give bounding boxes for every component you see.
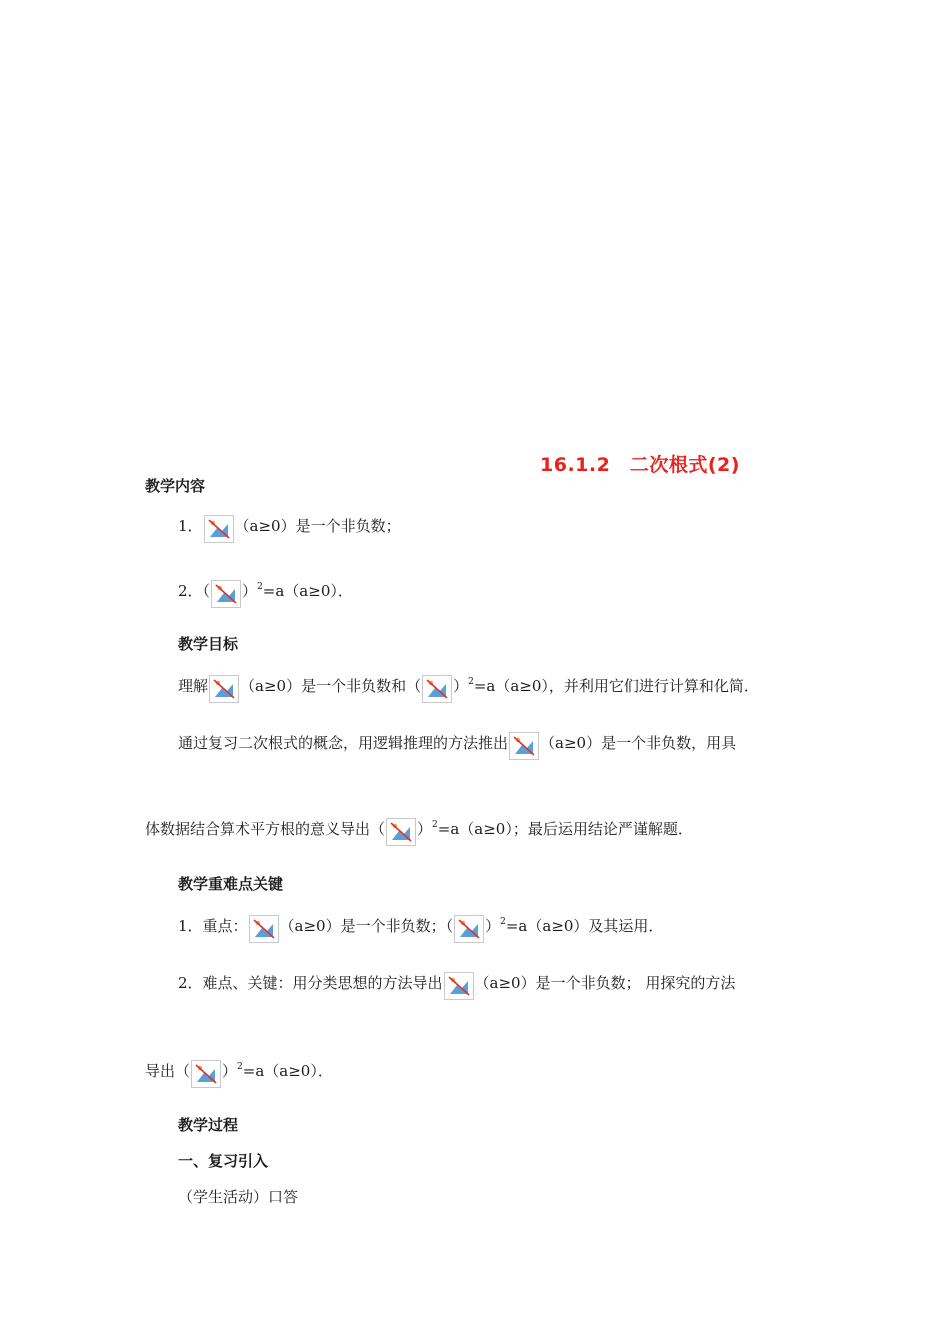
student-activity: （学生活动）口答 [178,1188,299,1206]
objective-p2-b: （a≥0）是一个非负数，用具 [540,734,737,752]
broken-image-icon [249,915,279,943]
objective-p1-c: =a（a≥0），并利用它们进行计算和化简． [473,677,759,695]
objective-p1-sup: 2 [468,677,474,687]
heading-key-points: 教学重难点关键 [178,875,284,893]
content-item-1 [178,515,401,543]
broken-image-icon [444,972,474,1000]
content-item-2-text: =a（a≥0）． [262,582,353,600]
key-item-2-continued: 导出（ ）$^2$=a（a≥0）． [145,1057,333,1088]
content-item-1-prefix: 1． [178,517,203,535]
heading-teaching-objective: 教学目标 [178,635,239,653]
key-item-1-sup: 2 [500,917,506,927]
content-item-2: 2．（ ）$^2$=a（a≥0）． [178,577,353,608]
key-item-2-b: （a≥0）是一个非负数； 用探究的方法 [474,974,736,992]
objective-paragraph-2 [178,732,736,760]
heading-section-1: 一、复习引入 [178,1152,269,1170]
objective-p3-a: 体数据结合算术平方根的意义导出（ [145,820,386,838]
broken-image-icon [204,515,234,543]
key-item-1-c: =a（a≥0）及其运用． [505,917,664,935]
content-item-2-prefix: 2．（ [178,582,211,600]
broken-image-icon [209,675,239,703]
content-item-2-sup: 2 [257,582,263,592]
broken-image-icon [422,675,452,703]
objective-paragraph-3: 体数据结合算术平方根的意义导出（ ）$^2$=a（a≥0）；最后运用结论严谨解题． [145,815,693,846]
key-item-2-c-b: =a（a≥0）． [242,1062,333,1080]
broken-image-icon [509,732,539,760]
key-item-1: 1．重点： （a≥0）是一个非负数；（ ）$^2$=a（a≥0）及其运用． [178,912,663,943]
heading-teaching-content: 教学内容 [145,477,206,495]
document-title: 16.1.2 二次根式(2) [540,454,740,476]
objective-p2-a: 通过复习二次根式的概念，用逻辑推理的方法推出 [178,734,509,752]
key-item-2-a: 2．难点、关键：用分类思想的方法导出 [178,974,443,992]
key-item-2 [178,972,735,1000]
objective-p3-sup: 2 [432,820,438,830]
broken-image-icon [191,1060,221,1088]
key-item-1-b: （a≥0）是一个非负数；（ [279,917,454,935]
objective-p3-b: =a（a≥0）；最后运用结论严谨解题． [437,820,693,838]
key-item-2-c-sup: 2 [237,1062,243,1072]
objective-p1-b: （a≥0）是一个非负数和（ [240,677,422,695]
broken-image-icon [386,818,416,846]
content-item-1-text: （a≥0）是一个非负数； [234,517,401,535]
objective-paragraph-1: 理解 （a≥0）是一个非负数和（ ）$^2$=a（a≥0），并利用它们进行计算和化简． [178,672,759,703]
broken-image-icon [211,580,241,608]
key-item-1-a: 1．重点： [178,917,248,935]
objective-p1-a: 理解 [178,677,209,695]
heading-teaching-process: 教学过程 [178,1116,239,1134]
key-item-2-c-a: 导出（ [145,1062,191,1080]
broken-image-icon [454,915,484,943]
